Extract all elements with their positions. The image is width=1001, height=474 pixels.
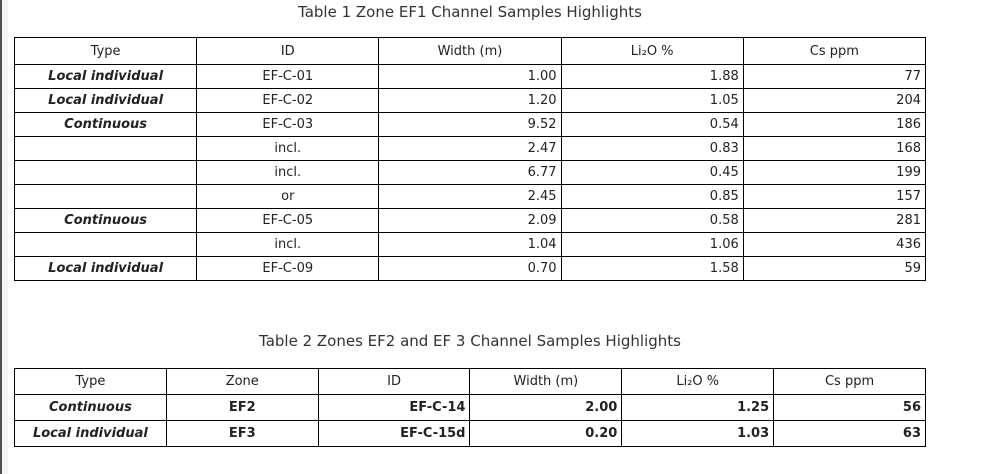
type-cell: Local individual — [15, 65, 197, 89]
zone-cell: EF2 — [166, 395, 318, 421]
table-row — [15, 209, 926, 233]
li2o-cell: 1.25 — [622, 395, 774, 421]
li2o-cell: 1.05 — [561, 89, 743, 113]
cs-cell: 199 — [743, 161, 925, 185]
li2o-cell: 1.06 — [561, 233, 743, 257]
type-cell: Continuous — [15, 113, 197, 137]
cs-cell: 157 — [743, 185, 925, 209]
cs-cell: 436 — [743, 233, 925, 257]
width-cell: 0.70 — [379, 257, 561, 281]
width-cell: 0.20 — [470, 421, 622, 447]
table2-col-header-type: Type — [15, 369, 167, 395]
type-cell — [15, 185, 197, 209]
li2o-cell: 0.83 — [561, 137, 743, 161]
table2-header-row — [15, 369, 926, 395]
table-row — [15, 185, 926, 209]
table2-col-header-id: ID — [318, 369, 470, 395]
table-row — [15, 233, 926, 257]
table-row — [15, 137, 926, 161]
cs-cell: 59 — [743, 257, 925, 281]
type-cell: Continuous — [15, 395, 167, 421]
width-cell: 2.00 — [470, 395, 622, 421]
table-row — [15, 113, 926, 137]
left-edge-gutter — [2, 0, 8, 474]
id-cell: EF-C-15d — [318, 421, 470, 447]
id-cell: EF-C-01 — [197, 65, 379, 89]
type-cell: Continuous — [15, 209, 197, 233]
id-cell: EF-C-02 — [197, 89, 379, 113]
li2o-cell: 1.03 — [622, 421, 774, 447]
content-area — [14, 0, 926, 447]
id-cell: EF-C-05 — [197, 209, 379, 233]
li2o-cell: 0.54 — [561, 113, 743, 137]
table-row — [15, 395, 926, 421]
table-row — [15, 89, 926, 113]
id-cell: EF-C-09 — [197, 257, 379, 281]
id-cell: or — [197, 185, 379, 209]
li2o-cell: 0.58 — [561, 209, 743, 233]
width-cell: 1.20 — [379, 89, 561, 113]
table-row — [15, 65, 926, 89]
table2-zones-ef2-ef3-samples — [14, 368, 926, 447]
id-cell: EF-C-03 — [197, 113, 379, 137]
table2-title: Table 2 Zones EF2 and EF 3 Channel Samples Highlights — [259, 332, 681, 350]
cs-cell: 77 — [743, 65, 925, 89]
table1-title: Table 1 Zone EF1 Channel Samples Highlights — [298, 3, 642, 21]
li2o-cell: 0.45 — [561, 161, 743, 185]
type-cell — [15, 137, 197, 161]
table2-col-header-cs: Cs ppm — [774, 369, 926, 395]
cs-cell: 168 — [743, 137, 925, 161]
id-cell: incl. — [197, 161, 379, 185]
cs-cell: 281 — [743, 209, 925, 233]
type-cell: Local individual — [15, 421, 167, 447]
table-row — [15, 257, 926, 281]
width-cell: 1.00 — [379, 65, 561, 89]
type-cell — [15, 161, 197, 185]
type-cell: Local individual — [15, 89, 197, 113]
width-cell: 1.04 — [379, 233, 561, 257]
table1-col-header-li2o: Li₂O % — [561, 38, 743, 65]
li2o-cell: 0.85 — [561, 185, 743, 209]
table1-col-header-type: Type — [15, 38, 197, 65]
table1-zone-ef1-samples — [14, 37, 926, 281]
cs-cell: 186 — [743, 113, 925, 137]
li2o-cell: 1.88 — [561, 65, 743, 89]
li2o-cell: 1.58 — [561, 257, 743, 281]
width-cell: 2.09 — [379, 209, 561, 233]
type-cell: Local individual — [15, 257, 197, 281]
cs-cell: 63 — [774, 421, 926, 447]
table2-col-header-li2o: Li₂O % — [622, 369, 774, 395]
zone-cell: EF3 — [166, 421, 318, 447]
table1-col-header-width: Width (m) — [379, 38, 561, 65]
table1-header-row — [15, 38, 926, 65]
id-cell: EF-C-14 — [318, 395, 470, 421]
cs-cell: 56 — [774, 395, 926, 421]
table2-col-header-width: Width (m) — [470, 369, 622, 395]
table2-col-header-zone: Zone — [166, 369, 318, 395]
type-cell — [15, 233, 197, 257]
width-cell: 2.45 — [379, 185, 561, 209]
table-row — [15, 161, 926, 185]
id-cell: incl. — [197, 137, 379, 161]
cs-cell: 204 — [743, 89, 925, 113]
table1-col-header-id: ID — [197, 38, 379, 65]
width-cell: 9.52 — [379, 113, 561, 137]
table-row — [15, 421, 926, 447]
width-cell: 2.47 — [379, 137, 561, 161]
table1-col-header-cs: Cs ppm — [743, 38, 925, 65]
id-cell: incl. — [197, 233, 379, 257]
width-cell: 6.77 — [379, 161, 561, 185]
